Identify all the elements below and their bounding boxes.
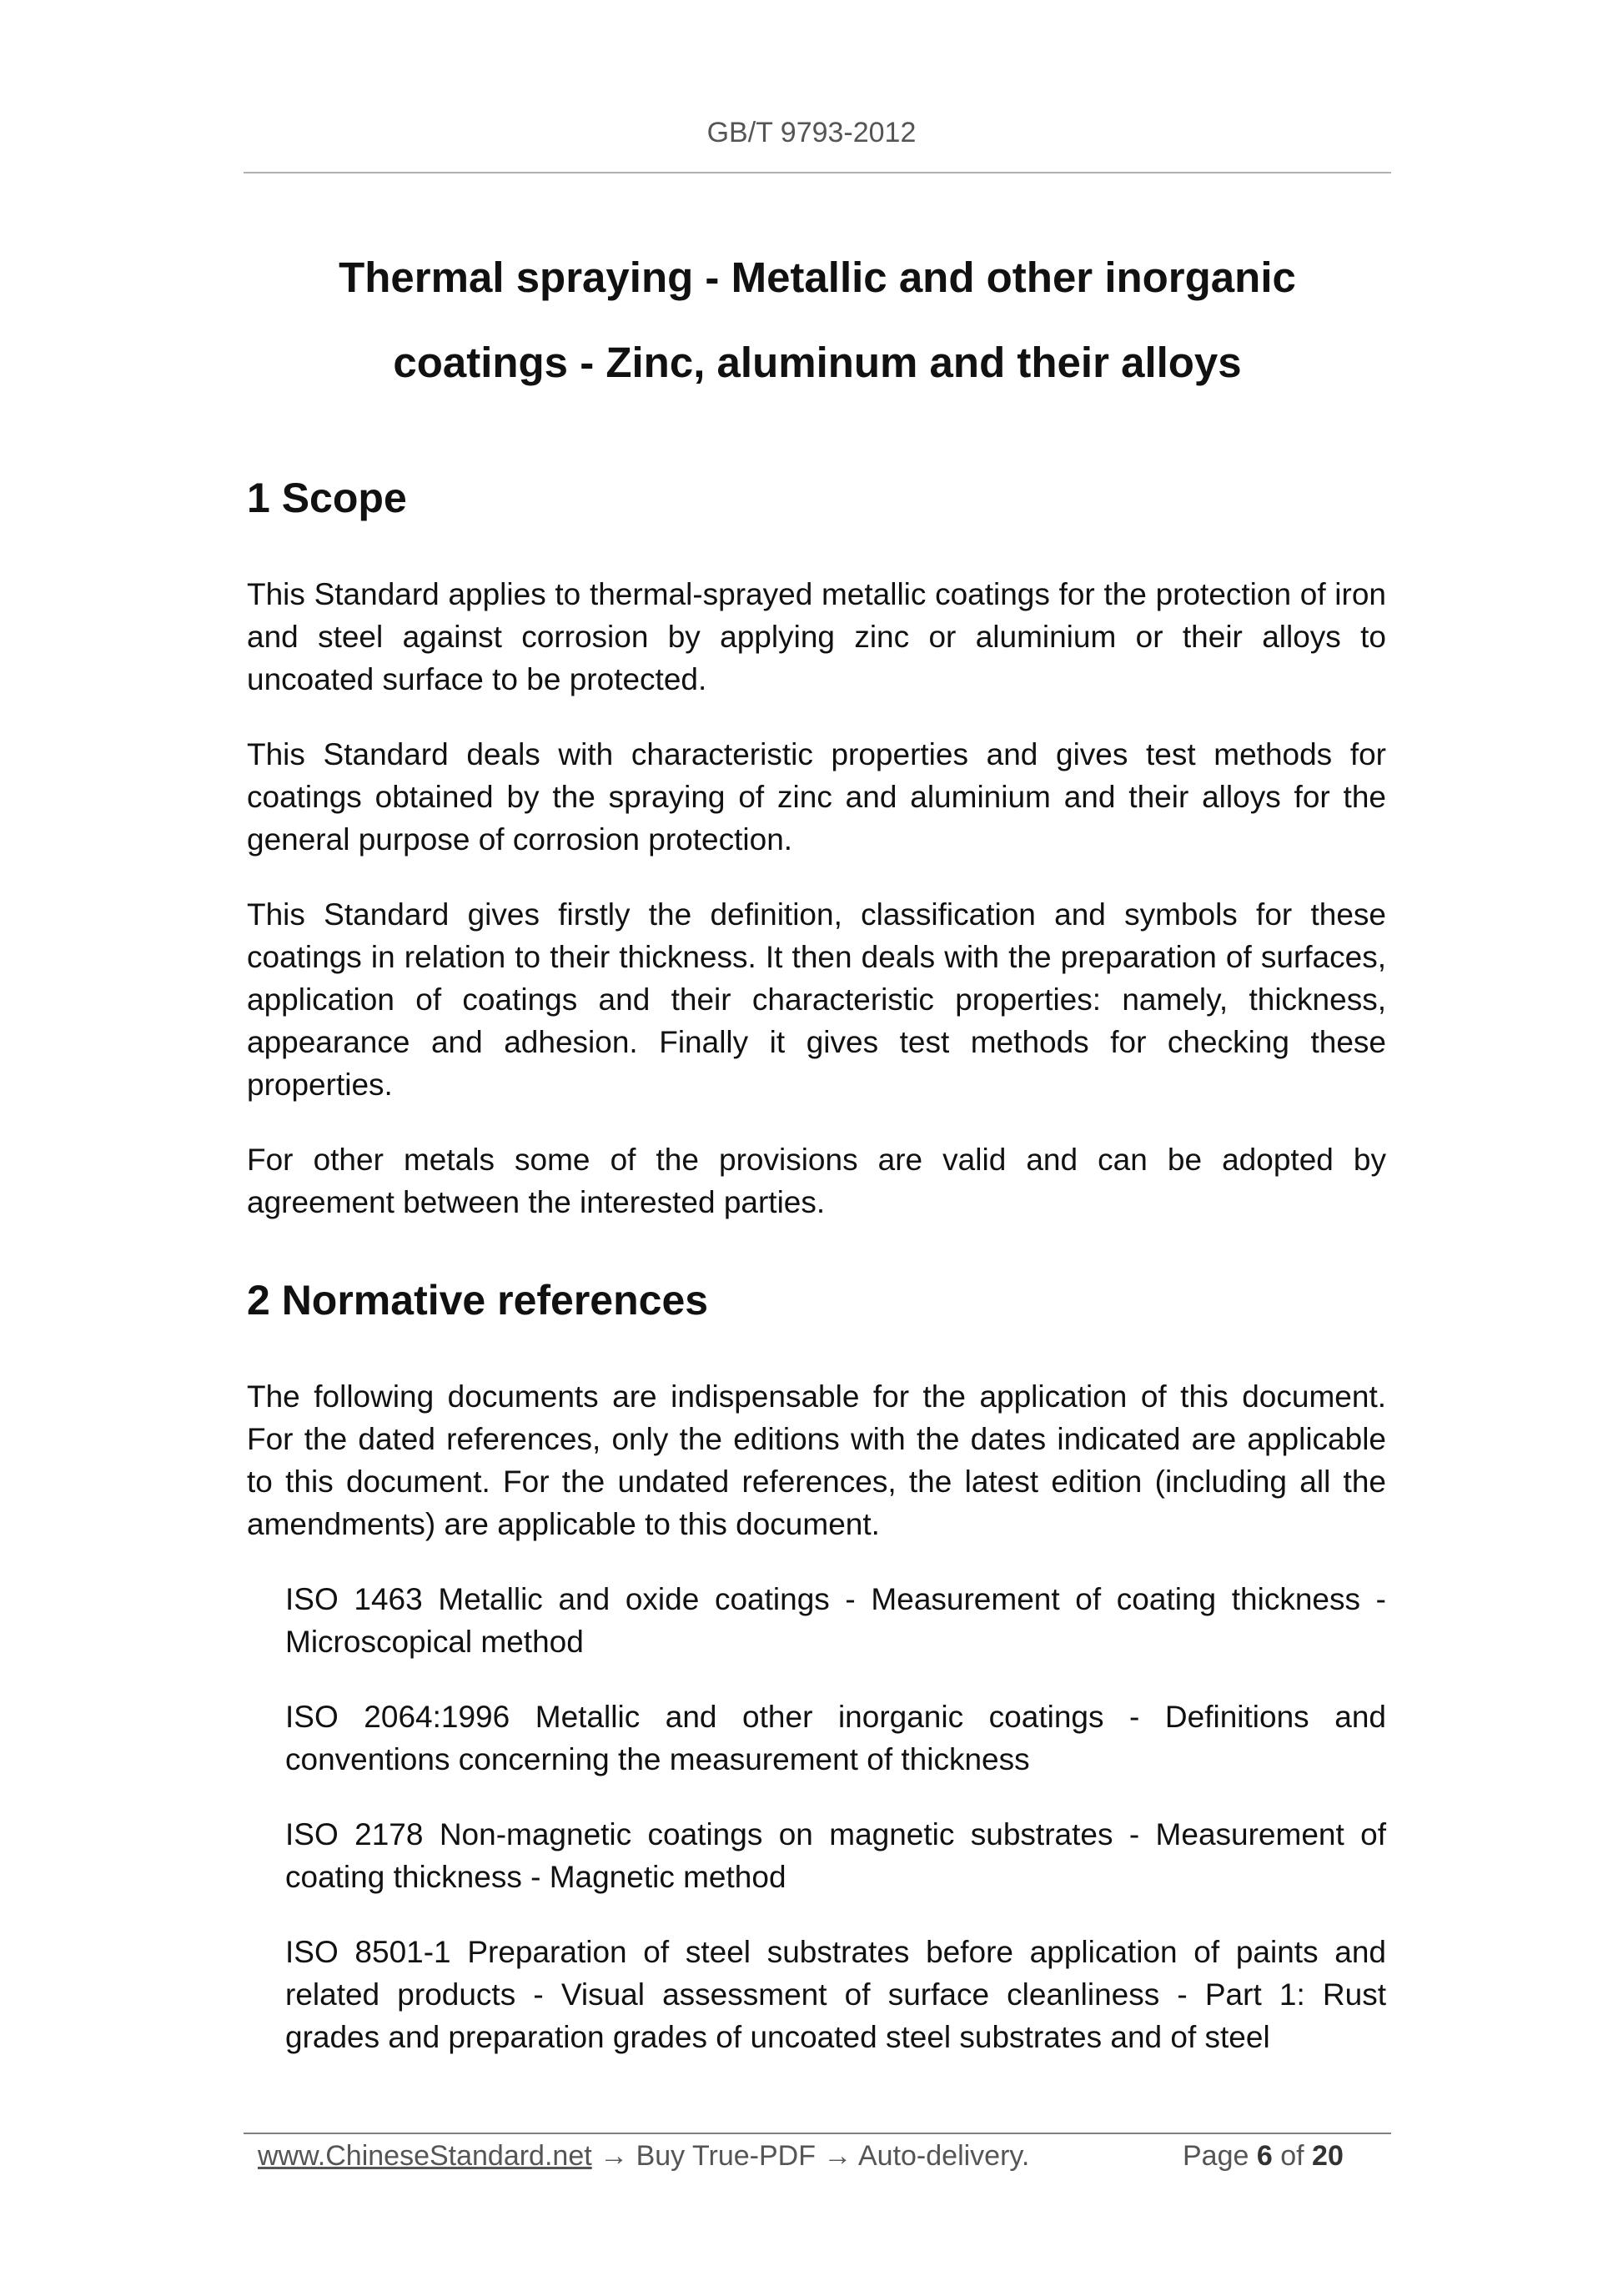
title-line-1: Thermal spraying - Metallic and other inorganic xyxy=(339,254,1296,301)
section-heading-normative-references: 2 Normative references xyxy=(247,1277,709,1324)
footer-promo-text: → Buy True-PDF → Auto-delivery. xyxy=(591,2140,1030,2172)
of-label: of xyxy=(1280,2140,1304,2172)
reference-list xyxy=(285,1578,1386,2058)
scope-paragraph-3: This Standard gives firstly the definition, classification and symbols for these coatings in relation to their thickness. It then deals with the preparation of surfaces, application of coatings and their characteristic properties: namely, thickness, appearance and adhesion. Finally it gives test methods for checking these properties. xyxy=(247,897,1386,1102)
title-line-2: coatings - Zinc, aluminum and their alloys xyxy=(393,339,1242,386)
document-title xyxy=(244,235,1391,405)
references-intro-paragraph: The following documents are indispensable for the application of this document. For the dated references, only the editions with the dates indicated are applicable to this document. For the undated references, the latest edition (including all the amendments) are applicable to this document. xyxy=(247,1379,1386,1541)
scope-paragraph-4: For other metals some of the provisions are valid and can be adopted by agreement between the interested parties. xyxy=(247,1143,1386,1219)
page-current: 6 xyxy=(1256,2140,1273,2172)
page-label: Page xyxy=(1183,2140,1249,2172)
document-code: GB/T 9793-2012 xyxy=(706,117,917,148)
footer-divider xyxy=(244,2133,1391,2134)
reference-item: ISO 1463 Metallic and oxide coatings - Measurement of coating thickness - Microscopical method xyxy=(285,1582,1386,1659)
scope-paragraph-1: This Standard applies to thermal-sprayed metallic coatings for the protection of iron and steel against corrosion by applying zinc or aluminium or their alloys to uncoated surface to be protected. xyxy=(247,577,1386,696)
reference-item: ISO 2064:1996 Metallic and other inorganic coatings - Definitions and conventions concerning the measurement of thickness xyxy=(285,1700,1386,1776)
page-indicator xyxy=(1183,2140,1344,2173)
scope-paragraph-2: This Standard deals with characteristic properties and gives test methods for coatings obtained by the spraying of zinc and aluminium and their alloys for the general purpose of corrosion protection. xyxy=(247,737,1386,857)
website-link[interactable]: www.ChineseStandard.net xyxy=(258,2140,592,2172)
page-total: 20 xyxy=(1312,2140,1344,2172)
reference-item: ISO 2178 Non-magnetic coatings on magnetic substrates - Measurement of coating thickness - Magnetic method xyxy=(285,1817,1386,1894)
document-body xyxy=(247,471,1386,2091)
footer-promo xyxy=(258,2140,1029,2173)
section-heading-scope: 1 Scope xyxy=(247,475,407,521)
header-divider xyxy=(244,172,1391,173)
reference-item: ISO 8501-1 Preparation of steel substrates before application of paints and related products - Visual assessment of surface cleanliness - Part 1: Rust grades and preparation grades of uncoated steel substrates and of steel xyxy=(285,1935,1386,2054)
